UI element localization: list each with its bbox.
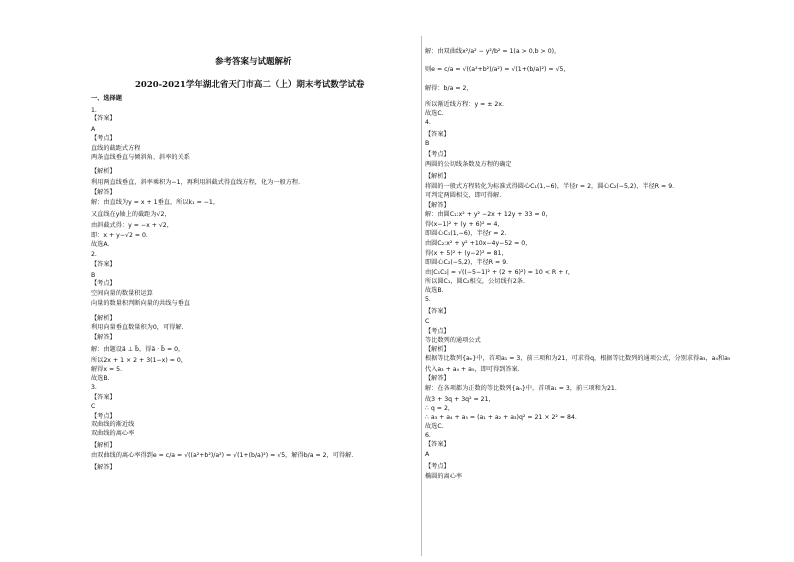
left-text-line: 向量的数量积判断向量的共线与垂直 [91, 300, 190, 307]
left-text-line: 【考点】 [91, 413, 116, 420]
right-text-line: 【解答】 [425, 375, 450, 382]
left-text-line: 双曲线的渐近线 [91, 421, 135, 428]
right-text-line: 故选C. [425, 423, 444, 430]
right-text-line: 【答案】 [425, 131, 450, 138]
left-text-line: 双曲线的离心率 [91, 430, 135, 437]
left-text-line: 解得x = 5. [91, 366, 123, 373]
left-text-line: 利用两直线垂直，斜率乘积为−1，再利用斜截式得直线方程，化为一般方程. [91, 179, 301, 186]
right-text-line: A [425, 451, 430, 458]
right-text-line: 根据等比数列{aₙ}中，首项a₁ = 3，前三项和为21，可求得q，根据等比数列的通项公式，分别求得a₃，a₄和a₅ [425, 355, 731, 362]
left-text-line: 【解答】 [91, 464, 116, 471]
left-text-line: 【解答】 [91, 189, 116, 196]
left-text-line: 一、选择题 [91, 95, 122, 102]
right-text-line: 即圆心C₁(1,−6)，半径r = 2. [425, 230, 507, 237]
right-text-line: 故3 + 3q + 3q² = 21， [425, 396, 495, 403]
right-text-line: 所以圆C₁，圆C₂相交，公切线有2条. [425, 278, 525, 285]
left-text-line: A [91, 126, 96, 133]
right-text-line: 由|C₁C₂| = √((−5−1)² + (2 + 6)²) = 10 < R + r， [425, 269, 575, 276]
right-text-line: 由圆C₂:x² + y² +10x−4y−52 = 0， [425, 240, 532, 247]
left-text-line: 又直线在y轴上的截距为√2， [91, 211, 171, 218]
column-divider [421, 36, 422, 556]
right-text-line: ∴ q = 2， [425, 405, 455, 412]
left-text-line: 两条直线垂直与倾斜角、斜率的关系 [91, 154, 190, 161]
right-text-line: 【解析】 [425, 346, 450, 353]
left-text-line: 【解析】 [91, 168, 116, 175]
left-text-line: 直线的截距式方程 [91, 145, 141, 152]
document-title: 参考答案与试题解析 [215, 57, 292, 67]
right-text-line: 得(x + 5)² + (y−2)² = 81， [425, 250, 508, 257]
right-text-line: 所以渐近线方程：y = ± 2x. [425, 101, 504, 108]
left-text-line: 【解析】 [91, 442, 116, 449]
right-text-line: 【考点】 [425, 463, 450, 470]
right-text-line: 故选B. [425, 287, 444, 294]
left-text-line: 所以2x + 1 × 2 + 3(1−x) = 0， [91, 357, 187, 364]
right-text-line: 【解析】 [425, 173, 450, 180]
right-text-line: 解：由双曲线x²/a² − y²/b² = 1(a > 0,b > 0)， [425, 48, 561, 55]
right-text-line: 【解答】 [425, 202, 450, 209]
right-text-line: 得(x−1)² + (y + 6)² = 4， [425, 221, 504, 228]
right-text-line: C [425, 318, 430, 325]
left-text-line: 解：由题设a⃗ ⊥ b⃗，得a⃗ · b⃗ = 0， [91, 346, 185, 353]
right-text-line: 【答案】 [425, 441, 450, 448]
right-text-line: 5. [425, 296, 431, 303]
right-text-line: 即圆心C₂(−5,2)，半径R = 9. [425, 259, 509, 266]
left-text-line: 故选B. [91, 375, 110, 382]
left-text-line: 空间向量的数量积运算 [91, 290, 153, 297]
right-text-line: 将圆的一般式方程转化为标准式得圆心C₁(1,−6)，半径r = 2，圆心C₂(−5,2)，半径R = 9. [425, 183, 675, 190]
left-text-line: 由斜截式得：y = −x + √2， [91, 222, 173, 229]
left-text-line: 【答案】 [91, 261, 116, 268]
right-text-line: 可判定两圆相交，即可得解. [425, 192, 502, 199]
document-subtitle: 2020-2021学年湖北省天门市高二（上）期末考试数学试卷 [135, 80, 365, 90]
right-text-line: 解：由圆C₁:x² + y² −2x + 12y + 33 = 0， [425, 211, 552, 218]
right-text-line: 代入a₃ + a₄ + a₅，即可得到答案. [425, 366, 520, 373]
right-text-line: 【考点】 [425, 328, 450, 335]
right-text-line: 4. [425, 119, 431, 126]
right-text-line: 【答案】 [425, 308, 450, 315]
left-text-line: 【考点】 [91, 280, 116, 287]
right-text-line: 等比数列的通项公式 [425, 337, 481, 344]
right-text-line: 椭圆的离心率 [425, 473, 463, 480]
left-text-line: C [91, 403, 96, 410]
left-text-line: 1. [91, 107, 97, 114]
left-text-line: 解：由直线为y = x + 1垂直，所以k₁ = −1， [91, 199, 220, 206]
right-text-line: 解得：b/a = 2， [425, 85, 473, 92]
left-text-line: B [91, 272, 96, 279]
left-text-line: 2. [91, 251, 97, 258]
right-text-line: 解：在各项都为正数的等比数列{aₙ}中，首项a₁ = 3，前三项和为21. [425, 385, 617, 392]
left-text-line: 【解析】 [91, 315, 116, 322]
right-text-line: 两圆的公切线条数及方程的确定 [425, 161, 512, 168]
right-text-line: 故选C. [425, 110, 444, 117]
right-text-line: 【考点】 [425, 151, 450, 158]
right-text-line: ∴ a₃ + a₄ + a₅ = (a₁ + a₂ + a₃)q² = 21 × 2² = 84. [425, 414, 577, 421]
left-text-line: 3. [91, 384, 97, 391]
left-text-line: 【答案】 [91, 394, 116, 401]
left-text-line: 即：x + y−√2 = 0. [91, 232, 148, 239]
left-text-line: 【考点】 [91, 135, 116, 142]
right-text-line: 则e = c/a = √((a²+b²)/a²) = √(1+(b/a)²) = √5， [425, 66, 570, 73]
right-text-line: B [425, 140, 430, 147]
left-text-line: 故选A. [91, 241, 110, 248]
left-text-line: 【答案】 [91, 115, 116, 122]
left-text-line: 由双曲线的离心率得到e = c/a = √((a²+b²)/a²) = √(1+(b/a)²) = √5，解得b/a = 2，可得解. [91, 452, 354, 459]
right-text-line: 6. [425, 432, 431, 439]
left-text-line: 利用向量垂直数量积为0，可得解. [91, 324, 184, 331]
left-text-line: 【解答】 [91, 334, 116, 341]
